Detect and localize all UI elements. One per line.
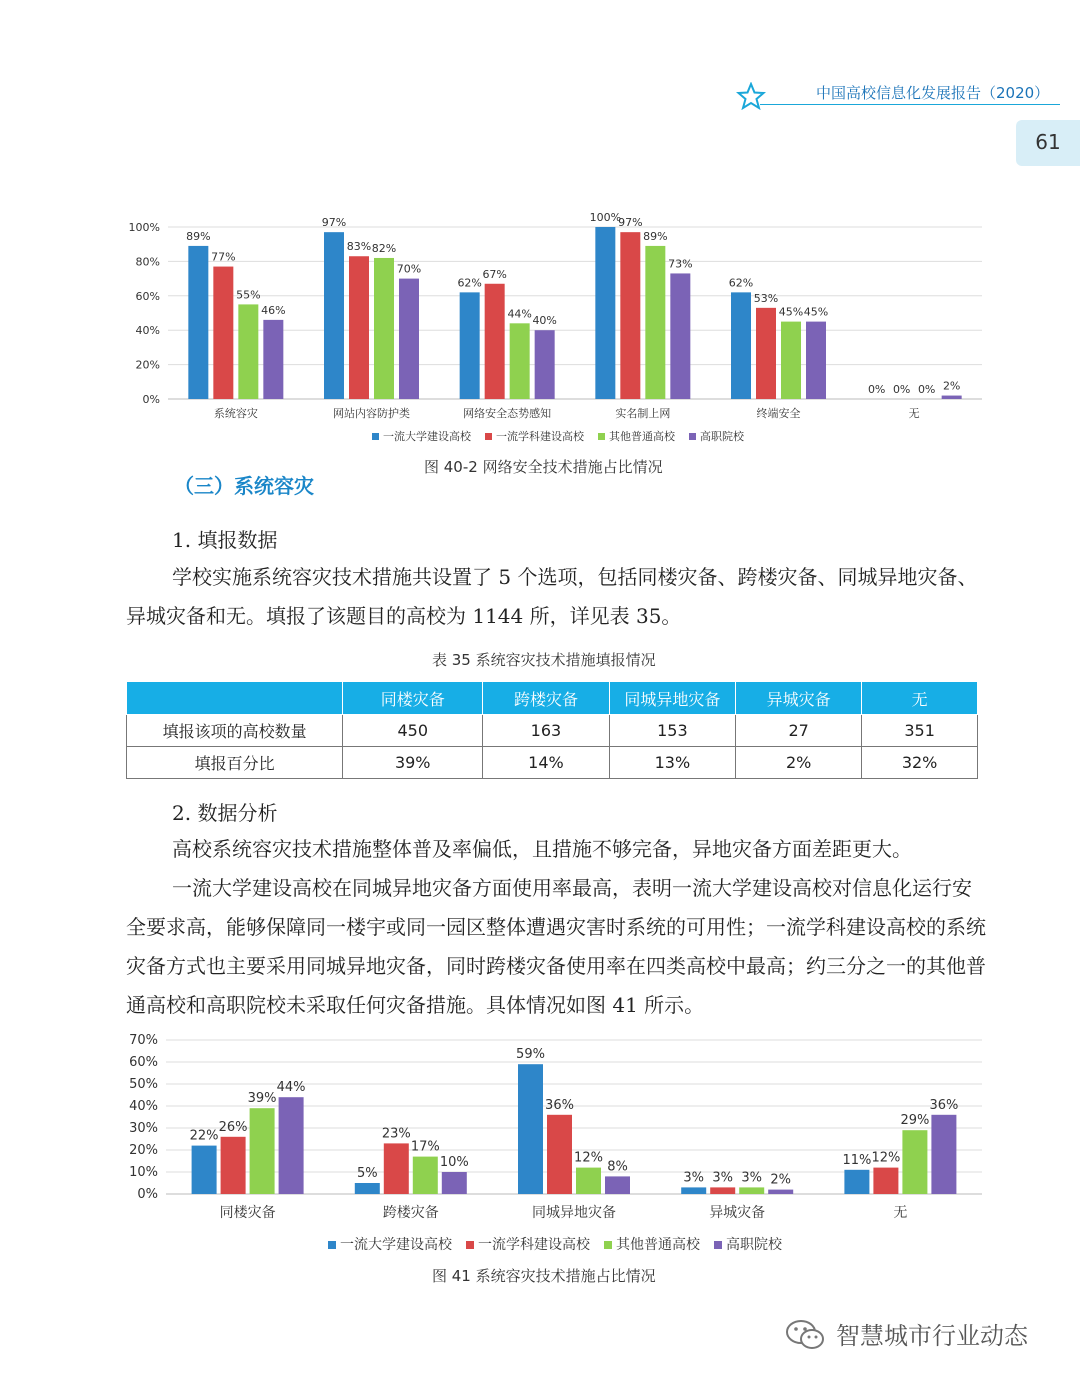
bar bbox=[384, 1143, 409, 1194]
data-label: 0% bbox=[892, 383, 911, 396]
bar bbox=[739, 1187, 764, 1194]
table-header-cell: 跨楼灾备 bbox=[483, 682, 609, 715]
table-header-corner bbox=[127, 682, 343, 715]
y-tick-label: 60% bbox=[129, 1055, 158, 1070]
data-label: 8% bbox=[607, 1159, 628, 1175]
data-label: 12% bbox=[574, 1150, 603, 1166]
table-row-label: 填报百分比 bbox=[127, 747, 343, 779]
category-label: 跨楼灾备 bbox=[382, 1205, 439, 1221]
figure-caption-40-2: 图 40-2 网络安全技术措施占比情况 bbox=[424, 458, 663, 476]
bar bbox=[535, 330, 555, 399]
table-cell: 351 bbox=[862, 715, 978, 747]
legend-swatch bbox=[466, 1241, 474, 1249]
data-label: 36% bbox=[545, 1097, 574, 1113]
table-caption-35: 表 35 系统容灾技术措施填报情况 bbox=[432, 651, 656, 669]
bar bbox=[374, 258, 394, 399]
legend-label: 一流大学建设高校 bbox=[340, 1237, 452, 1253]
bar bbox=[399, 279, 419, 399]
data-label: 44% bbox=[507, 307, 532, 321]
data-label: 0% bbox=[917, 383, 936, 396]
bar bbox=[844, 1170, 869, 1194]
y-tick-label: 0% bbox=[142, 393, 160, 406]
y-tick-label: 80% bbox=[135, 255, 160, 269]
bar bbox=[670, 273, 690, 399]
table-cell: 2% bbox=[736, 747, 862, 779]
paragraph-fill-data: 学校实施系统容灾技术措施共设置了 5 个选项，包括同楼灾备、跨楼灾备、同城异地灾备、异城灾备和无。填报了该题目的高校为 1144 所，详见表 35。 bbox=[126, 565, 978, 628]
data-label: 44% bbox=[276, 1080, 306, 1096]
table-cell: 39% bbox=[343, 747, 483, 779]
legend-swatch bbox=[604, 1241, 612, 1249]
bar bbox=[806, 322, 826, 399]
data-label: 5% bbox=[356, 1166, 378, 1181]
data-label: 40% bbox=[532, 314, 557, 328]
star-icon bbox=[736, 82, 766, 110]
bar bbox=[221, 1137, 246, 1194]
page-number-tab bbox=[1016, 120, 1080, 166]
bar bbox=[460, 292, 480, 399]
bar bbox=[710, 1187, 735, 1194]
legend-swatch bbox=[689, 433, 696, 440]
data-label: 62% bbox=[457, 276, 482, 290]
bar bbox=[731, 292, 751, 399]
bar bbox=[873, 1168, 898, 1194]
section-title: （三）系统容灾 bbox=[174, 474, 314, 498]
legend-label: 一流大学建设高校 bbox=[383, 430, 471, 443]
data-label: 82% bbox=[371, 241, 397, 255]
data-label: 97% bbox=[321, 216, 347, 230]
chart-disaster-recovery-measures bbox=[110, 1028, 990, 1260]
bar bbox=[413, 1157, 438, 1194]
data-label: 46% bbox=[261, 303, 286, 317]
bar bbox=[238, 304, 258, 399]
data-label: 29% bbox=[900, 1113, 930, 1129]
subheading-data-analysis: 2. 数据分析 bbox=[172, 801, 278, 825]
y-tick-label: 20% bbox=[129, 1143, 158, 1158]
table-cell: 14% bbox=[483, 747, 609, 779]
legend-swatch bbox=[598, 433, 605, 440]
bar bbox=[595, 227, 615, 399]
category-label: 网络安全态势感知 bbox=[463, 407, 552, 420]
legend-swatch bbox=[372, 433, 379, 440]
bar bbox=[902, 1130, 927, 1194]
category-label: 异城灾备 bbox=[709, 1205, 766, 1221]
data-label: 26% bbox=[218, 1119, 248, 1135]
bar bbox=[576, 1168, 601, 1194]
data-label: 23% bbox=[381, 1126, 411, 1142]
bar bbox=[942, 396, 962, 399]
y-tick-label: 40% bbox=[135, 324, 160, 338]
bar bbox=[192, 1146, 217, 1194]
bar bbox=[250, 1108, 275, 1194]
y-tick-label: 100% bbox=[128, 221, 160, 234]
bar bbox=[645, 246, 665, 399]
data-label: 70% bbox=[396, 262, 422, 276]
data-label: 53% bbox=[753, 291, 779, 305]
bar bbox=[547, 1115, 572, 1194]
data-label: 0% bbox=[867, 383, 886, 396]
bar bbox=[781, 322, 801, 399]
table-cell: 27 bbox=[736, 715, 862, 747]
bar bbox=[188, 246, 208, 399]
legend-label: 其他普通高校 bbox=[609, 430, 675, 443]
data-label: 59% bbox=[516, 1047, 545, 1063]
chart-network-security-measures bbox=[110, 210, 990, 450]
category-label: 同城异地灾备 bbox=[532, 1205, 616, 1221]
bar bbox=[355, 1183, 380, 1194]
legend-label: 其他普通高校 bbox=[616, 1237, 700, 1253]
legend-swatch bbox=[328, 1241, 336, 1249]
table-header-row bbox=[127, 682, 978, 715]
y-tick-label: 70% bbox=[129, 1033, 158, 1048]
data-label: 17% bbox=[410, 1139, 440, 1155]
bar bbox=[510, 323, 530, 399]
data-label: 39% bbox=[247, 1091, 277, 1107]
bar bbox=[681, 1187, 706, 1194]
table-header-cell: 无 bbox=[862, 682, 978, 715]
bar bbox=[620, 232, 640, 399]
legend-swatch bbox=[714, 1241, 722, 1249]
bar bbox=[349, 256, 369, 399]
category-label: 无 bbox=[893, 1205, 908, 1221]
data-label: 77% bbox=[211, 250, 236, 264]
data-label: 89% bbox=[643, 229, 668, 243]
bar bbox=[605, 1176, 630, 1194]
legend-label: 一流学科建设高校 bbox=[496, 430, 584, 443]
y-tick-label: 10% bbox=[129, 1165, 158, 1180]
bar bbox=[931, 1115, 956, 1194]
page-number: 61 bbox=[1035, 130, 1061, 154]
category-label: 终端安全 bbox=[756, 407, 801, 420]
bar bbox=[485, 284, 505, 399]
data-label: 62% bbox=[728, 276, 754, 290]
bar bbox=[768, 1190, 793, 1194]
y-tick-label: 0% bbox=[137, 1187, 158, 1202]
paragraph-analysis-detail: 一流大学建设高校在同城异地灾备方面使用率最高，表明一流大学建设高校对信息化运行安全要求高，能够保障同一楼宇或同一园区整体遭遇灾害时系统的可用性；一流学科建设高校的系统灾备方式也主要采用同城异地灾备，同时跨楼灾备使用率在四类高校中最高；约三分之一的其他普通高校和高职院校未采取任何灾备措施。具体情况如图 41 所示。 bbox=[126, 876, 986, 1017]
bar bbox=[279, 1097, 304, 1194]
bar bbox=[324, 232, 344, 399]
bar bbox=[213, 267, 233, 399]
data-label: 100% bbox=[589, 211, 622, 224]
bar bbox=[756, 308, 776, 399]
data-label: 2% bbox=[770, 1172, 792, 1188]
data-label: 3% bbox=[683, 1170, 705, 1186]
category-label: 实名制上网 bbox=[615, 407, 671, 420]
legend-label: 一流学科建设高校 bbox=[478, 1237, 590, 1253]
data-label: 55% bbox=[236, 288, 261, 302]
data-label: 45% bbox=[803, 305, 829, 319]
data-label: 12% bbox=[871, 1150, 901, 1166]
data-label: 11% bbox=[842, 1152, 872, 1168]
legend-label: 高职院校 bbox=[726, 1237, 782, 1253]
category-label: 系统容灾 bbox=[213, 407, 258, 420]
y-tick-label: 50% bbox=[129, 1077, 158, 1092]
header-divider bbox=[760, 104, 1060, 105]
table-row-label: 填报该项的高校数量 bbox=[127, 715, 343, 747]
data-label: 73% bbox=[668, 257, 693, 271]
data-label: 45% bbox=[778, 305, 804, 319]
y-tick-label: 20% bbox=[135, 358, 160, 372]
legend-label: 高职院校 bbox=[700, 430, 744, 443]
y-tick-label: 40% bbox=[129, 1099, 158, 1114]
legend-swatch bbox=[485, 433, 492, 440]
data-label: 10% bbox=[439, 1155, 469, 1170]
table-row bbox=[127, 715, 978, 747]
data-label: 3% bbox=[741, 1170, 763, 1186]
data-label: 97% bbox=[618, 216, 643, 230]
table-header-cell: 同城异地灾备 bbox=[609, 682, 735, 715]
category-label: 无 bbox=[908, 407, 920, 420]
y-tick-label: 30% bbox=[129, 1121, 158, 1136]
table-cell: 450 bbox=[343, 715, 483, 747]
wechat-icon bbox=[784, 1318, 828, 1352]
data-label: 89% bbox=[186, 229, 211, 243]
watermark-text: 智慧城市行业动态 bbox=[836, 1322, 1028, 1350]
bar bbox=[263, 320, 283, 399]
table-cell: 32% bbox=[862, 747, 978, 779]
subheading-fill-data: 1. 填报数据 bbox=[172, 528, 278, 552]
paragraph-analysis-summary: 高校系统容灾技术措施整体普及率偏低，且措施不够完备，异地灾备方面差距更大。 bbox=[172, 837, 912, 861]
bar bbox=[442, 1172, 467, 1194]
data-label: 83% bbox=[346, 240, 372, 254]
table-cell: 13% bbox=[609, 747, 735, 779]
figure-caption-41: 图 41 系统容灾技术措施占比情况 bbox=[432, 1267, 656, 1285]
category-label: 网站内容防护类 bbox=[333, 407, 410, 420]
y-tick-label: 60% bbox=[135, 289, 160, 303]
data-label: 67% bbox=[482, 267, 507, 281]
table-cell: 163 bbox=[483, 715, 609, 747]
bar bbox=[518, 1064, 543, 1194]
table-cell: 153 bbox=[609, 715, 735, 747]
table-system-disaster-recovery bbox=[126, 681, 978, 779]
data-label: 2% bbox=[942, 379, 961, 393]
data-label: 3% bbox=[712, 1170, 734, 1186]
category-label: 同楼灾备 bbox=[219, 1205, 276, 1221]
table-header-cell: 同楼灾备 bbox=[343, 682, 483, 715]
data-label: 36% bbox=[929, 1097, 959, 1113]
table-header-cell: 异城灾备 bbox=[736, 682, 862, 715]
data-label: 22% bbox=[189, 1128, 219, 1144]
header-title: 中国高校信息化发展报告（2020） bbox=[816, 84, 1050, 102]
table-row bbox=[127, 747, 978, 779]
